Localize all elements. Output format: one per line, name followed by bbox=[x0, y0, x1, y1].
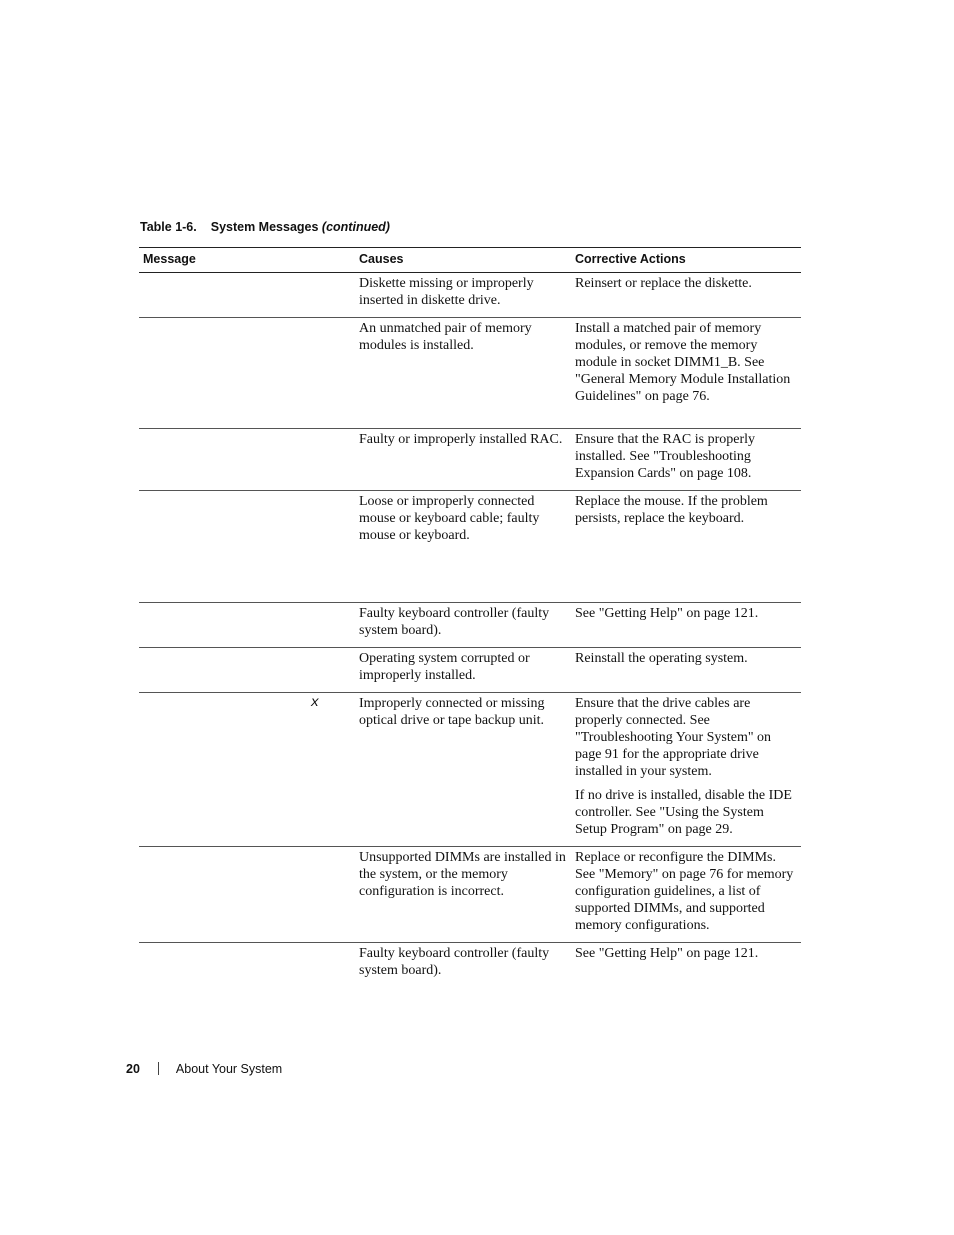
message-cell bbox=[139, 943, 355, 988]
column-header-message: Message bbox=[139, 248, 355, 273]
causes-cell: Loose or improperly connected mouse or keyboard cable; faulty mouse or keyboard. bbox=[355, 491, 571, 603]
table-row bbox=[139, 273, 801, 318]
action-paragraph: See "Getting Help" on page 121. bbox=[575, 946, 759, 961]
table-row bbox=[139, 648, 801, 693]
table-header-row bbox=[139, 248, 801, 273]
actions-cell bbox=[571, 273, 801, 318]
causes-cell: Diskette missing or improperly inserted in diskette drive. bbox=[355, 273, 571, 318]
table-row bbox=[139, 318, 801, 429]
action-paragraph: Ensure that the drive cables are properly connected. See "Troubleshooting Your System" on page 91 for the appropriate drive installed in your system. bbox=[575, 696, 772, 779]
table-row bbox=[139, 847, 801, 943]
footer-divider bbox=[158, 1062, 159, 1075]
actions-cell bbox=[571, 693, 801, 847]
actions-cell bbox=[571, 847, 801, 943]
message-cell bbox=[139, 429, 355, 491]
action-paragraph: Reinsert or replace the diskette. bbox=[575, 276, 752, 291]
actions-cell bbox=[571, 648, 801, 693]
causes-cell: An unmatched pair of memory modules is installed. bbox=[355, 318, 571, 429]
actions-cell bbox=[571, 943, 801, 988]
footer-section-title: About Your System bbox=[175, 1062, 283, 1076]
action-paragraph: Ensure that the RAC is properly installed. See "Troubleshooting Expansion Cards" on page 108. bbox=[575, 432, 756, 481]
table-continued-label: (continued) bbox=[321, 220, 390, 234]
causes-cell: Improperly connected or missing optical drive or tape backup unit. bbox=[355, 693, 571, 847]
page-number: 20 bbox=[126, 1062, 140, 1076]
causes-cell: Operating system corrupted or improperly installed. bbox=[355, 648, 571, 693]
table-number: Table 1-6. bbox=[140, 220, 197, 234]
causes-cell: Faulty keyboard controller (faulty system board). bbox=[355, 603, 571, 648]
action-paragraph: Replace the mouse. If the problem persists, replace the keyboard. bbox=[575, 494, 768, 526]
message-cell bbox=[139, 491, 355, 603]
message-cell bbox=[139, 847, 355, 943]
action-paragraph: Install a matched pair of memory modules, or remove the memory module in socket DIMM1_B. See "General Memory Module Installation Guidelines" on page 76. bbox=[575, 321, 791, 404]
column-header-actions: Corrective Actions bbox=[571, 248, 801, 273]
message-cell bbox=[139, 648, 355, 693]
actions-cell bbox=[571, 491, 801, 603]
action-paragraph: If no drive is installed, disable the IDE controller. See "Using the System Setup Program" on page 29. bbox=[575, 788, 792, 837]
column-header-causes: Causes bbox=[355, 248, 571, 273]
table-row bbox=[139, 943, 801, 988]
causes-cell: Faulty or improperly installed RAC. bbox=[355, 429, 571, 491]
action-paragraph: See "Getting Help" on page 121. bbox=[575, 606, 759, 621]
action-paragraph: Reinstall the operating system. bbox=[575, 651, 748, 666]
actions-cell bbox=[571, 318, 801, 429]
message-cell: x bbox=[139, 693, 355, 847]
table-row bbox=[139, 491, 801, 603]
message-cell bbox=[139, 603, 355, 648]
table-row bbox=[139, 603, 801, 648]
message-cell bbox=[139, 273, 355, 318]
causes-cell: Faulty keyboard controller (faulty system board). bbox=[359, 946, 550, 978]
causes-cell: Unsupported DIMMs are installed in the system, or the memory configuration is incorrect. bbox=[355, 847, 571, 943]
action-paragraph: Replace or reconfigure the DIMMs. See "Memory" on page 76 for memory configuration guidelines, a list of supported DIMMs, and supported memory configurations. bbox=[575, 850, 794, 933]
message-cell bbox=[139, 318, 355, 429]
actions-cell bbox=[571, 603, 801, 648]
table-caption bbox=[140, 220, 390, 234]
page-footer bbox=[126, 1062, 282, 1076]
table-title: System Messages bbox=[210, 220, 319, 234]
system-messages-table bbox=[139, 247, 801, 987]
actions-cell bbox=[571, 429, 801, 491]
table-row bbox=[139, 693, 801, 847]
table-row bbox=[139, 429, 801, 491]
